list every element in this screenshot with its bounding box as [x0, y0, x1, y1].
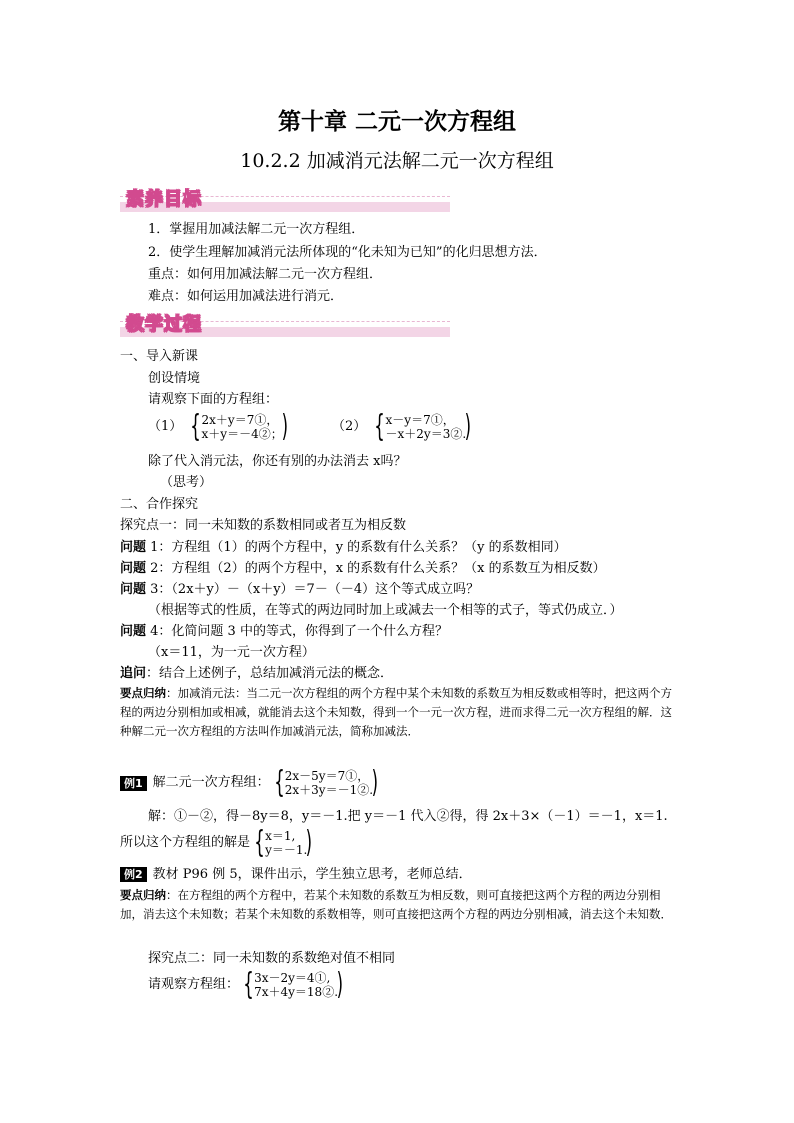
right-brace: ) — [464, 409, 472, 444]
right-brace: ) — [371, 765, 379, 800]
example-1-prompt: 解二元一次方程组： — [152, 775, 270, 790]
right-brace: ) — [305, 825, 313, 860]
observe-prompt: 请观察下面的方程组： — [148, 392, 279, 407]
system-2-eq2: －x＋2y＝3②. — [385, 427, 467, 441]
question-3 — [120, 581, 479, 599]
example-1-eq1: 2x－5y＝7①， — [284, 769, 370, 783]
think-note: （思考） — [160, 475, 213, 490]
key-summary-1-text: ：加减消元法：当二元一次方程组的两个方程中某个未知数的系数互为相反数或相等时，把这两个方程的两边分别相加或相减，就能消去这个未知数，得到一个一元一次方程，进而求得二元一次方程组的解．这种解二元一次方程组的方法叫作加减消元法，简称加减法． — [120, 686, 672, 738]
example-1-solution: 解：①－②，得－8y＝8，y＝－1.把 y＝－1 代入②得，得 2x＋3×（－1）＝－1，x＝1. — [148, 809, 668, 824]
explore-heading: 二、合作探究 — [120, 497, 199, 512]
key-summary-2-text: ：在方程组的两个方程中，若某个未知数的系数互为相反数，则可直接把这两个方程的两边分别相加，消去这个未知数；若某个未知数的系数相等，则可直接把这两个方程的两边分别相减，消去这个未知数． — [120, 888, 672, 921]
key-summary-2-label: 要点归纳 — [120, 888, 166, 902]
example-2-badge: 例2 — [120, 867, 147, 882]
example-1-answer-x: x＝1, — [265, 829, 296, 843]
goal-item-2: 2．使学生理解加减消元法所体现的“化未知为已知”的化归思想方法． — [148, 245, 547, 260]
system-2-eq1: x－y＝7①， — [385, 413, 455, 427]
example-1-badge: 例1 — [120, 776, 147, 791]
system-1-label: （1） — [148, 419, 183, 434]
example-2-text: 教材 P96 例 5，课件出示，学生独立思考，老师总结． — [152, 867, 472, 882]
left-brace: { — [243, 967, 254, 1002]
intro-heading: 一、导入新课 — [120, 349, 199, 364]
explore-point-1: 探究点一：同一未知数的系数相同或者互为相反数 — [120, 518, 407, 533]
key-summary-1 — [120, 684, 676, 741]
question-4-answer: （x＝11，为一元一次方程） — [148, 645, 315, 660]
question-2-label: 问题 — [120, 561, 147, 576]
system-3-eq2: 7x＋4y＝18②. — [254, 985, 339, 999]
question-1-text: 1：方程组（1）的两个方程中，y 的系数有什么关系？（y 的系数相同） — [146, 540, 567, 555]
difficulty-point: 难点：如何运用加减法进行消元． — [148, 289, 344, 304]
equation-system-2 — [332, 409, 474, 444]
key-summary-1-label: 要点归纳 — [120, 686, 166, 700]
question-2-text: 2：方程组（2）的两个方程中，x 的系数有什么关系？（x 的系数互为相反数） — [146, 561, 606, 576]
left-brace: { — [190, 409, 202, 444]
followup-label: 追问 — [120, 666, 147, 681]
process-banner-label: 教学过程 — [126, 314, 202, 335]
question-3-label: 问题 — [120, 582, 147, 597]
question-1-label: 问题 — [120, 540, 147, 555]
question-4-label: 问题 — [120, 624, 147, 639]
right-brace: ) — [281, 409, 288, 444]
left-brace: { — [254, 825, 265, 860]
question-1 — [120, 539, 567, 557]
section-title: 10.2.2 加减消元法解二元一次方程组 — [240, 150, 554, 172]
example-1-eq2: 2x＋3y＝－1②. — [284, 783, 374, 797]
process-banner — [120, 313, 450, 339]
left-brace: { — [374, 409, 386, 444]
question-4 — [120, 623, 448, 641]
system-1-eq1: 2x＋y＝7①， — [201, 413, 279, 427]
scene-label: 创设情境 — [148, 371, 201, 386]
example-2 — [120, 866, 472, 884]
system-1-eq2: x＋y＝－4②； — [201, 427, 283, 441]
goals-banner-label: 素养目标 — [126, 189, 202, 210]
question-2 — [120, 560, 606, 578]
system-2-label: （2） — [332, 419, 367, 434]
example-1-conclusion — [120, 825, 315, 860]
system-3-eq1: 3x－2y＝4①, — [254, 971, 331, 985]
followup-question — [120, 665, 393, 683]
left-brace: { — [273, 765, 285, 800]
question-3-text: 3：（2x＋y）－（x＋y）＝7－（－4）这个等式成立吗？ — [146, 582, 480, 597]
intro-question: 除了代入消元法，你还有别的办法消去 x吗？ — [148, 454, 407, 469]
goals-banner — [120, 188, 450, 214]
example-1-conclusion-text: 所以这个方程组的解是 — [120, 835, 251, 850]
question-4-text: 4：化简问题 3 中的等式，你得到了一个什么方程？ — [146, 624, 448, 639]
right-brace: ) — [336, 967, 344, 1002]
followup-text: ：结合上述例子，总结加减消元法的概念． — [146, 666, 394, 681]
system-3-prompt: 请观察方程组： — [148, 977, 240, 992]
example-1 — [120, 765, 381, 800]
goal-item-1: 1．掌握用加减法解二元一次方程组． — [148, 222, 365, 237]
explore-point-2: 探究点二：同一未知数的系数绝对值不相同 — [148, 951, 396, 966]
chapter-title: 第十章 二元一次方程组 — [277, 109, 516, 135]
equation-system-3 — [148, 967, 346, 1002]
key-summary-2 — [120, 886, 676, 924]
key-point: 重点：如何用加减法解二元一次方程组． — [148, 267, 383, 282]
equation-system-1 — [148, 409, 290, 444]
question-3-answer: （根据等式的性质，在等式的两边同时加上或减去一个相等的式子，等式仍成立．） — [148, 603, 623, 618]
example-1-answer-y: y＝－1. — [265, 843, 308, 857]
